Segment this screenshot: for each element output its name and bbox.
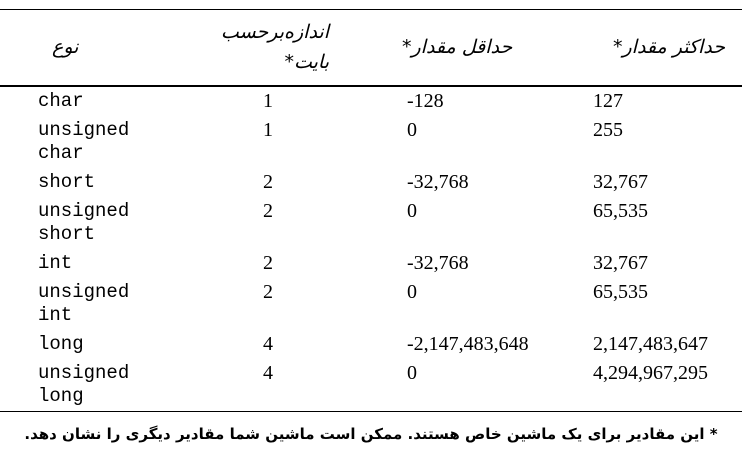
- column-header-type: [0, 10, 185, 86]
- cell-type: unsigned long: [38, 361, 130, 407]
- header-size-word3: بایت*: [284, 51, 329, 74]
- cell-size: 2: [263, 251, 273, 274]
- column-header-min-value: [330, 10, 560, 86]
- cell-min: 0: [407, 361, 417, 384]
- table-row: [0, 359, 742, 412]
- cell-min: -128: [407, 89, 444, 112]
- cell-max: 4,294,967,295: [593, 361, 708, 384]
- cell-type: char: [38, 89, 84, 112]
- cell-min: 0: [407, 118, 417, 141]
- cell-min: -32,768: [407, 251, 469, 274]
- data-types-table: [0, 9, 742, 412]
- cell-min: -2,147,483,648: [407, 332, 529, 355]
- cell-max: 32,767: [593, 170, 648, 193]
- table-row: [0, 330, 742, 359]
- table-body: [0, 86, 742, 412]
- table-header: [0, 10, 742, 86]
- cell-size: 1: [263, 118, 273, 141]
- cell-size: 4: [263, 361, 273, 384]
- footnote: * این مقادیر برای یک ماشین خاص هستند. ممکن است ماشین شما مقادیر دیگری را نشان دهد.: [24, 424, 718, 443]
- cell-min: 0: [407, 280, 417, 303]
- header-size-label: [220, 17, 329, 77]
- cell-size: 2: [263, 170, 273, 193]
- cell-type: long: [38, 332, 84, 355]
- table-row: [0, 278, 742, 330]
- cell-max: 65,535: [593, 280, 648, 303]
- table-row: [0, 168, 742, 197]
- table-row: [0, 197, 742, 249]
- cell-type: int: [38, 251, 73, 274]
- cell-size: 1: [263, 89, 273, 112]
- header-type-label: نوع: [52, 36, 79, 59]
- header-row: [0, 10, 742, 86]
- header-size-word1: اندازه: [284, 21, 329, 44]
- header-max-label: حداکثر مقدار*: [613, 36, 726, 59]
- cell-type: short: [38, 170, 96, 193]
- cell-size: 4: [263, 332, 273, 355]
- header-min-label: حداقل مقدار*: [402, 36, 513, 59]
- cell-min: 0: [407, 199, 417, 222]
- cell-max: 2,147,483,647: [593, 332, 708, 355]
- cell-min: -32,768: [407, 170, 469, 193]
- table-row: [0, 116, 742, 168]
- cell-max: 65,535: [593, 199, 648, 222]
- cell-type: unsigned int: [38, 280, 130, 326]
- cell-size: 2: [263, 199, 273, 222]
- cell-size: 2: [263, 280, 273, 303]
- cell-type: unsigned short: [38, 199, 130, 245]
- column-header-max-value: [560, 10, 742, 86]
- cell-max: 32,767: [593, 251, 648, 274]
- cell-type: unsigned char: [38, 118, 130, 164]
- table-row: [0, 86, 742, 116]
- cell-max: 127: [593, 89, 623, 112]
- header-size-word2: برحسب: [220, 21, 285, 44]
- cell-max: 255: [593, 118, 623, 141]
- table-row: [0, 249, 742, 278]
- column-header-size-bytes: [185, 10, 330, 86]
